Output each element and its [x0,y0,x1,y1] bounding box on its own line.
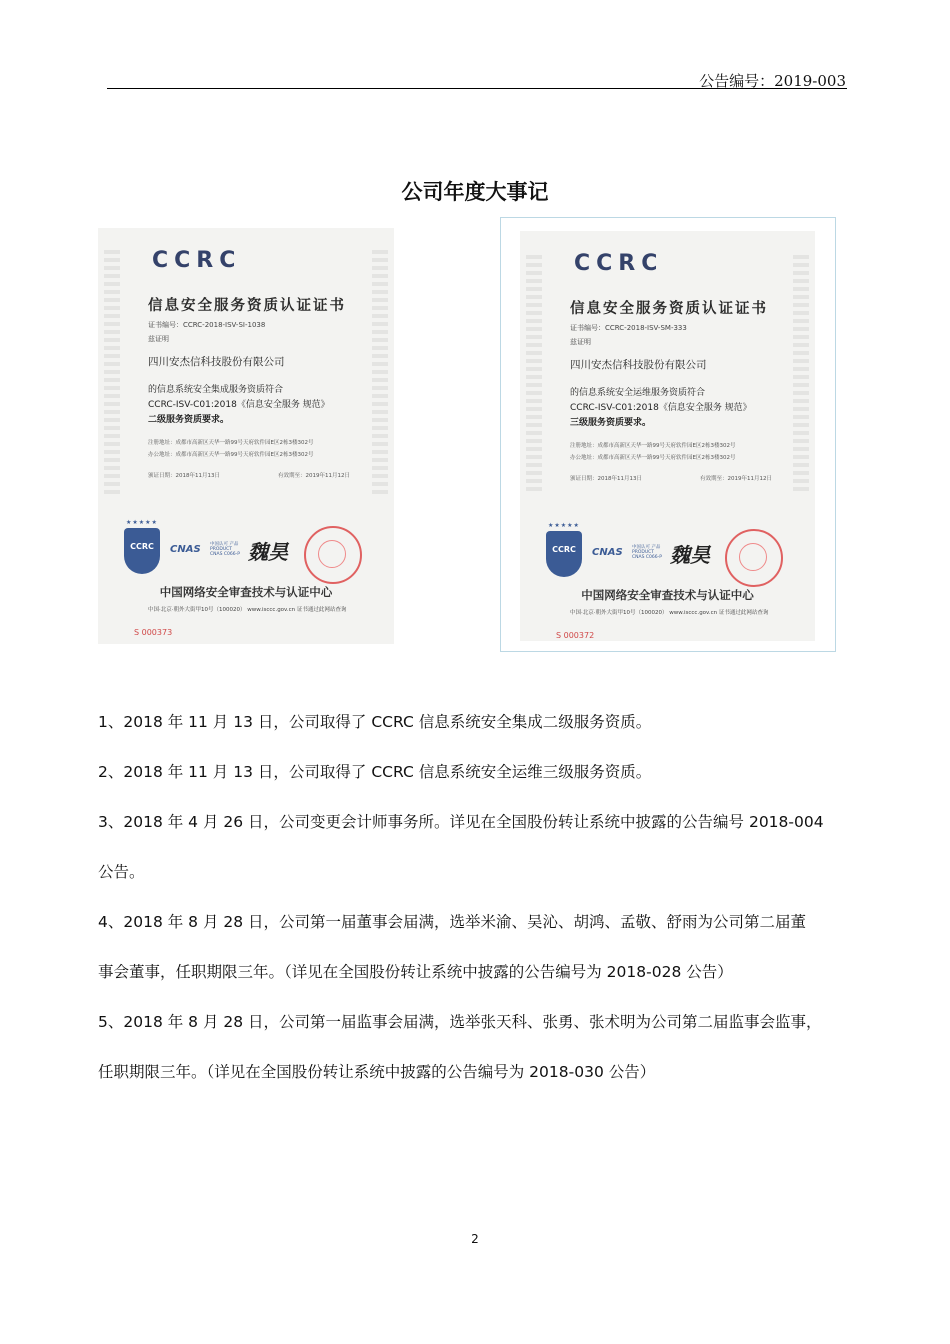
office-address: 办公地址：成都市高新区天华一路99号天府软件园E区2栋3楼302号 [148,452,314,458]
standard-text: CCRC-ISV-C01:2018《信息安全服务 规范》 [148,400,330,410]
level-text: 三级服务资质要求。 [570,418,652,428]
ccrc-shield-logo [124,528,160,574]
certificate-title: 信息安全服务资质认证证书 [148,298,346,314]
event-2: 2、2018 年 11 月 13 日，公司取得了 CCRC 信息系统安全运维三级服务资质。 [98,763,652,781]
certificate-title: 信息安全服务资质认证证书 [570,301,768,317]
company-name: 四川安杰信科技股份有限公司 [148,356,285,368]
signature: 魏昊 [248,540,288,564]
hereby-text: 兹证明 [148,335,169,343]
company-name: 四川安杰信科技股份有限公司 [570,359,707,371]
page-title: 公司年度大事记 [401,180,549,204]
issuing-center: 中国网络安全审查技术与认证中心 [159,585,333,599]
registered-address: 注册地址：成都市高新区天华一路99号天府软件园E区2栋3楼302号 [570,443,736,449]
signature: 魏昊 [670,543,710,567]
official-seal-icon [304,526,362,584]
event-1: 1、2018 年 11 月 13 日，公司取得了 CCRC 信息系统安全集成二级服务资质。 [98,713,652,731]
event-4-cont: 事会董事，任职期限三年。（详见在全国股份转让系统中披露的公告编号为 2018-028 公告） [98,963,733,981]
office-address: 办公地址：成都市高新区天华一路99号天府软件园E区2栋3楼302号 [570,455,736,461]
service-text: 的信息系统安全集成服务资质符合 [148,385,284,395]
ccrc-brand: CCRC [152,248,242,273]
border-pattern [793,251,809,491]
event-3-cont: 公告。 [98,863,145,881]
stars-icon: ★★★★★ [548,522,580,529]
event-5: 5、2018 年 8 月 28 日，公司第一届监事会届满，选举张天科、张勇、张术明为公司第二届监事会监事， [98,1013,822,1031]
event-3: 3、2018 年 4 月 26 日，公司变更会计师事务所。详见在全国股份转让系统中披露的公告编号 2018-004 [98,813,824,831]
center-address: 中国·北京·朝外大街甲10号（100020） www.isccc.gov.cn 证书通过此网站查询 [148,607,347,613]
valid-until: 有效期至：2019年11月12日 [278,473,350,479]
stars-icon: ★★★★★ [126,519,158,526]
border-pattern [104,248,120,494]
issuing-center: 中国网络安全审查技术与认证中心 [581,588,754,602]
certificate-integration [98,228,394,644]
cnas-logo: CNAS [592,547,623,558]
border-pattern [372,248,388,494]
official-seal-icon [725,529,783,587]
certificate-number: 证书编号：CCRC-2018-ISV-SM-333 [570,324,687,332]
announcement-number: 公告编号：2019-003 [699,72,846,90]
ccrc-shield-logo [546,531,582,577]
ccrc-brand: CCRC [574,251,664,276]
border-pattern [526,251,542,491]
serial-number: S 000373 [134,628,173,637]
cnas-caption: 中国认可 产品 PRODUCT CNAS C066-P [632,545,662,560]
certificate-operations [520,231,815,641]
header-divider [107,88,847,89]
issue-date: 颁证日期：2018年11月13日 [148,473,220,479]
certificate-number: 证书编号：CCRC-2018-ISV-SI-1038 [148,321,266,329]
valid-until: 有效期至：2019年11月12日 [700,476,772,482]
shield-label: CCRC [130,542,154,551]
cnas-caption: 中国认可 产品 PRODUCT CNAS C066-P [210,542,240,557]
level-text: 二级服务资质要求。 [148,415,230,425]
event-4: 4、2018 年 8 月 28 日，公司第一届董事会届满，选举米渝、吴沁、胡鸿、孟敬、舒雨为公司第二届董 [98,913,807,931]
shield-label: CCRC [552,545,576,554]
center-address: 中国·北京·朝外大街甲10号（100020） www.isccc.gov.cn 证书通过此网站查询 [570,610,769,616]
issue-date: 颁证日期：2018年11月13日 [570,476,642,482]
page-number: 2 [471,1232,479,1246]
hereby-text: 兹证明 [570,338,591,346]
standard-text: CCRC-ISV-C01:2018《信息安全服务 规范》 [570,403,752,413]
service-text: 的信息系统安全运维服务资质符合 [570,388,706,398]
serial-number: S 000372 [556,631,595,640]
registered-address: 注册地址：成都市高新区天华一路99号天府软件园E区2栋3楼302号 [148,440,314,446]
event-5-cont: 任职期限三年。（详见在全国股份转让系统中披露的公告编号为 2018-030 公告） [98,1063,656,1081]
cnas-logo: CNAS [170,544,201,555]
